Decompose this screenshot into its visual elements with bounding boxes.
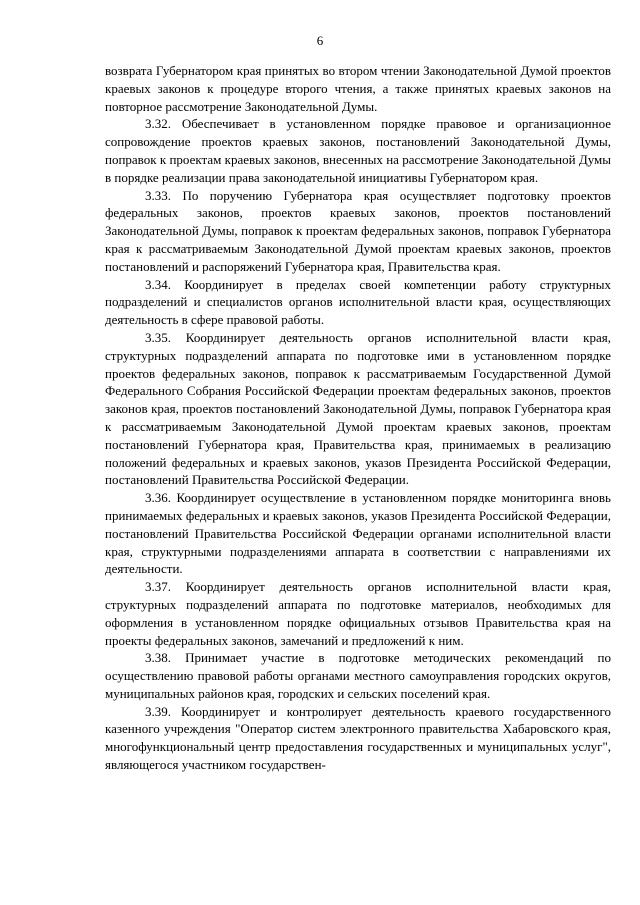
paragraph-3-36: 3.36. Координирует осуществление в установленном порядке мониторинга вновь принимаемых федеральных и краевых законов, указов Президента Российской Федерации, постановлений Правительства Российской Федерации органами исполнительной власти края, структурными подразделениями аппарата в соответствии с направлениями их деятельности.: [105, 490, 611, 577]
paragraph-continuation: возврата Губернатором края принятых во втором чтении Законодательной Думой проектов краевых законов к процедуре второго чтения, а также принятых краевых законов на повторное рассмотрение Законодательной Думы.: [105, 63, 611, 114]
paragraph-3-34: 3.34. Координирует в пределах своей компетенции работу структурных подразделений и специалистов органов исполнительной власти края, осуществляющих деятельность в сфере правовой работы.: [105, 276, 611, 328]
paragraph-3-35: 3.35. Координирует деятельность органов исполнительной власти края, структурных подразделений аппарата по подготовке ими в установленном порядке проектов федеральных законов, поправок к рассматриваемым Государственной Думой Федерального Собрания Российской Федерации проектам федеральных законов, проектов законов края, проектов постановлений Законодательной Думы, поправок Губернатора края к рассматриваемым Законодательной Думой проектам краевых законов, проектам постановлений Губернатора края, Правительства края, принимаемых в реализацию положений федеральных и краевых законов, указов Президента Российской Федерации, постановлений Правительства Российской Федерации.: [105, 329, 611, 488]
paragraph-3-33: 3.33. По поручению Губернатора края осуществляет подготовку проектов федеральных законов, проектов краевых законов, проектов постановлений Законодательной Думы, поправок к проектам федеральных законов, поправок Губернатора края к рассматриваемым Законодательной Думой проектам краевых законов, проектов постановлений и распоряжений Губернатора края, Правительства края.: [105, 187, 611, 274]
paragraph-3-32: 3.32. Обеспечивает в установленном порядке правовое и организационное сопровождение проектов краевых законов, постановлений Законодательной Думы, поправок к проектам краевых законов, внесенных на рассмотрение Законодательной Думы в порядке реализации права законодательной инициативы Губернатором края.: [105, 116, 611, 185]
paragraph-3-38: 3.38. Принимает участие в подготовке методических рекомендаций по осуществлению правовой работы органами местного самоуправления городских округов, муниципальных районов края, городских и сельских поселений края.: [105, 650, 611, 701]
paragraph-3-37: 3.37. Координирует деятельность органов исполнительной власти края, структурных подразделений аппарата по подготовке материалов, необходимых для оформления в установленном порядке официальных отзывов Правительства края на проекты федеральных законов, замечаний и предложений к ним.: [105, 579, 611, 648]
page-number: 6: [316, 33, 324, 48]
document-body: [105, 62, 611, 774]
paragraph-3-39: 3.39. Координирует и контролирует деятельность краевого государственного казенного учреждения "Оператор систем электронного правительства Хабаровского края, многофункциональный центр предоставления государственных и муниципальных услуг", являющегося участником государствен-: [105, 703, 611, 773]
